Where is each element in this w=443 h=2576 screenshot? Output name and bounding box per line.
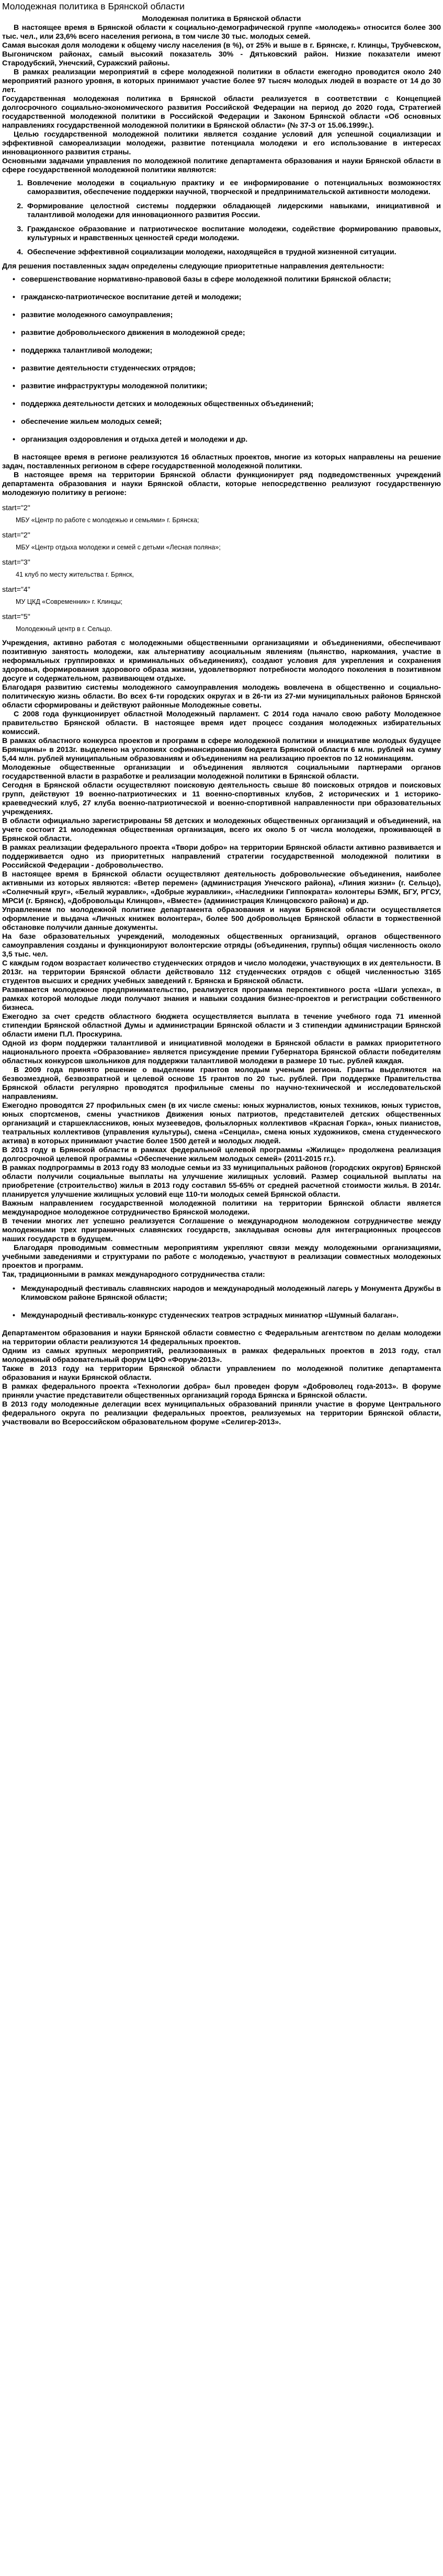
paragraph: В течении многих лет успешно реализуется Соглашение о международном молодежном сотрудничестве между молодежными трех приграничных славянских государств, закладывая основы для интеграционных процессов наших государств в будущем. xyxy=(2,1217,441,1243)
paragraph: В рамках реализации мероприятий в сфере молодежной политики в области ежегодно проводится около 240 мероприятий разного уровня, в которых принимают участие более 97 тысяч молодых людей в возрасте от 14 до 30 лет. xyxy=(2,68,441,94)
tasks-list xyxy=(2,275,441,444)
paragraph: Учреждения, активно работая с молодежными общественными организациями и объединениями, обеспечивают позитивную занятость молодежи, как альтернативу асоциальным явлениям (пьянство, наркомания, участие в неформальных группировках и криминальных объединениях), создают условия для укрепления и сохранения здоровья, формирования здорового образа жизни, удовлетворяют потребности молодого поколения в позитивном досуге и содержательном, развивающем отдыхе. xyxy=(2,639,441,683)
list-marker-text: start="2" xyxy=(2,504,30,512)
page-title: Молодежная политика в Брянской области xyxy=(2,1,185,12)
paragraph: Важным направлением государственной молодежной политики на территории Брянской области является международное молодежное сотрудничество Брянской молодежи. xyxy=(2,1199,441,1217)
list-item: • развитие деятельности студенческих отрядов; xyxy=(13,364,441,373)
institution-item: 41 клуб по месту жительства г. Брянск, xyxy=(16,571,134,578)
paragraph: Целью государственной молодежной политики является создание условий для успешной социализации и эффективной самореализации молодежи, развитие потенциала молодежи и его использование в интересах инновационного развития страны. xyxy=(2,130,441,156)
paragraph: С 2008 года функционирует областной Молодежный парламент. С 2014 года начало свою работу Молодежное правительство Брянской области. В настоящее время идет процесс создания молодежных избирательных комиссий. xyxy=(2,710,441,736)
institution-item: МБУ «Центр отдыха молодежи и семей с детьми «Лесная поляна»; xyxy=(16,544,221,551)
list-item: • Международный фестиваль славянских народов и международный молодежный лагерь у Монумента Дружбы в Климовском районе Брянской области; xyxy=(13,1285,441,1302)
paragraph: Государственная молодежная политика в Брянской области реализуется в соответствии с Концепцией долгосрочного социально-экономического развития Российской Федерации на период до 2020 года, Стратегией государственной молодежной политики в Российской Федерации и Законом Брянской области «Об основных направлениях государственной молодежной политики в Брянской области» (№ 37-З от 15.06.1999г.). xyxy=(2,95,441,130)
list-item: • обеспечение жильем молодых семей; xyxy=(13,418,441,426)
list-item: • гражданско-патриотическое воспитание детей и молодежи; xyxy=(13,293,441,302)
list-item: • поддержка деятельности детских и молодежных общественных объединений; xyxy=(13,400,441,409)
paragraph: С каждым годом возрастает количество студенческих отрядов и число молодежи, участвующих в их деятельности. В 2013г. на территории Брянской области действовало 112 студенческих отрядов с общей численностью 3165 студентов высших и средних учебных заведений г. Брянска и Брянской области. xyxy=(2,959,441,985)
paragraph: Развивается молодежное предпринимательство, реализуется программа перспективного роста «Шаги успеха», в рамках которой молодые люди получают знания и навыки создания бизнес-проектов и регистрации собственного бизнеса. xyxy=(2,986,441,1012)
paragraph: Ежегодно за счет средств областного бюджета осуществляется выплата в течение учебного года 71 именной стипендии Брянской областной Думы и администрации Брянской области и 3 стипендии администрации Брянской области имени П.Л. Проскурина. xyxy=(2,1013,441,1039)
paragraph: В настоящее время в Брянской области к социально-демографической группе «молодежь» относится более 300 тыс. чел., или 23,6% всего населения региона, в том числе 30 тыс. молодых семей. xyxy=(2,24,441,41)
paragraph: В настоящее время в Брянской области осуществляют деятельность добровольческие объединения, наиболее активными из которых являются: «Ветер перемен» (администрация Унечского района), «Линия жизни» (г. Сельцо), «Солнечный круг», «Белый журавлик», «Добрые журавлики», «Наследники Гиппократа» колонтеры БЭМК, БГУ, РГСУ, МРСИ (г. Брянск), «Добровольцы Клинцов», «Вместе» (администрация Клинцовского района) и др. xyxy=(2,870,441,905)
list-item: • поддержка талантливой молодежи; xyxy=(13,346,441,355)
institution-item: МУ ЦКД «Современник» г. Клинцы; xyxy=(16,598,123,605)
paragraph: Одним из самых крупных мероприятий, реализованных в рамках федеральных проектов в 2013 году, стал молодежный образовательный форум ЦФО «Форум-2013». xyxy=(2,1347,441,1364)
paragraph: Так, традиционными в рамках международного сотрудничества стали: xyxy=(2,1270,265,1279)
paragraph: Сегодня в Брянской области осуществляют поисковую деятельность свыше 80 поисковых отрядов и поисковых групп, действуют 19 военно-патриотических и 11 военно-спортивных клубов, 2 исторических и 1 историко-краеведческий клуб, 27 клуба военно-патриотической и военно-спортивной направленности при образовательных учреждениях. xyxy=(2,781,441,816)
directions-list xyxy=(2,179,441,257)
article xyxy=(2,15,441,1427)
paragraph: Молодежные общественные организации и объединения являются социальными партнерами органов государственной власти в разработке и реализации молодежной политики в Брянской области. xyxy=(2,763,441,781)
institution-item: Молодежный центр в г. Сельцо. xyxy=(16,625,112,633)
list-item: 3. Гражданское образование и патриотическое воспитание молодежи, содействие формированию правовых, культурных и нравственных ценностей среди молодежи. xyxy=(25,225,441,243)
closing-section xyxy=(2,1329,441,1427)
paragraph: Благодаря развитию системы молодежного самоуправления молодежь вовлечена в общественно и социально-политическую жизнь области. Во всех 6-ти городских округах и в 26-ти из 27-ми муниципальных районов Брянской области сформированы и действуют районные Молодежные советы. xyxy=(2,683,441,710)
list-item: • развитие добровольческого движения в молодежной среде; xyxy=(13,329,441,338)
list-item: 2. Формирование целостной системы поддержки обладающей лидерскими навыками, инициативной и талантливой молодежи для инновационного развития России. xyxy=(25,202,441,220)
list-marker-text: start="4" xyxy=(2,586,30,594)
paragraph: Департаментом образования и науки Брянской области совместно с Федеральным агентством по делам молодежи на территории области реализуются 14 федеральных проектов. xyxy=(2,1329,441,1346)
institutions-list xyxy=(2,504,441,634)
paragraph: В рамках областного конкурса проектов и программ в сфере молодежной политики и инициативе молодых будущее Брянщины» в 2013г. выделено на условиях софинансирования бюджета Брянской области 6 млн. рублей на сумму 5,44 млн. рублей муниципальным образованиям и объединениям на реализацию проектов по 12 номинациям. xyxy=(2,737,441,763)
paragraph: Ежегодно проводятся 27 профильных смен (в их числе смены: юных журналистов, юных техников, юных туристов, юных спортсменов, смены участников Движения юных патриотов, представителей детских общественных организаций и старшеклассников, юных музееведов, фольклорных коллективов «Красная Горка», юных пианистов, театральных коллективов (управления культуры), смена «Сенцила», смена юных художников, смена студенческого актива) в которых принимают участие более 1500 детей и молодых людей. xyxy=(2,1101,441,1145)
paragraph: Управлением по молодежной политике департамента образования и науки Брянской области осуществляется оформление и выдача «Личных книжек волонтера», более 500 добровольцев Брянской области в торжественной обстановке получили данные документы. xyxy=(2,906,441,932)
paragraph: В рамках федерального проекта «Технологии добра» был проведен форум «Доброволец года-2013». В форуме приняли участие представители общественных организаций города Брянска и Брянской области. xyxy=(2,1382,441,1400)
paragraph: В настоящее время на территории Брянской области функционирует ряд подведомственных учреждений департамента образования и науки Брянской области, которые непосредственно реализуют государственную молодежную политику в регионе: xyxy=(2,471,441,497)
intro-section xyxy=(2,24,441,175)
paragraph: На базе образовательных учреждений, молодежных общественных организаций, органов общественного самоуправления созданы и функционируют волонтерские отряды (объединения, группы) общая численность около 3,5 тыс. чел. xyxy=(2,932,441,959)
list-item: • развитие молодежного самоуправления; xyxy=(13,311,441,320)
paragraph: Благодаря проводимым совместным мероприятиям укрепляют связи между молодежными организациями, учебными заведениями и структурами по работе с молодежью, участвуют в реализации совместных молодежных проектов и программ. xyxy=(2,1244,441,1270)
body-section xyxy=(2,639,441,1279)
list-marker-text: start="5" xyxy=(2,613,30,621)
article-heading: Молодежная политика в Брянской области xyxy=(142,15,301,23)
paragraph: Основными задачами управления по молодежной политике департамента образования и науки Брянской области в сфере государственной молодежной политики являются: xyxy=(2,157,441,174)
paragraph: В 2009 года принято решение о выделении грантов молодым ученым региона. Гранты выделяются на безвозмездной, безвозвратной и целевой основе 15 грантов по 20 тыс. рублей. При поддержке Правительства Брянской области регулярно проводятся профильные смены по научно-технической и исследовательской направлениям. xyxy=(2,1066,441,1101)
paragraph: В настоящее время в регионе реализуются 16 областных проектов, многие из которых направлены на решение задач, поставленных регионом в сфере государственной молодежной политики. xyxy=(2,453,441,470)
list-item: • совершенствование нормативно-правовой базы в сфере молодежной политики Брянской области; xyxy=(13,275,441,284)
paragraph: В 2013 году молодежные делегации всех муниципальных образований приняли участие в форуме Центрального федерального округа по реализации федеральных проектов, реализуемых на территории Брянской области, участвовали во Всероссийском образовательном форуме «Селигер-2013». xyxy=(2,1400,441,1426)
paragraph: В 2013 году в Брянской области в рамках федеральной целевой программы «Жилище» продолжена реализация долгосрочной целевой программы «Обеспечение жильем молодых семей» (2011-2015 гг.). xyxy=(2,1146,441,1163)
list-marker-text: start="3" xyxy=(2,558,30,567)
institution-item: МБУ «Центр по работе с молодежью и семьями» г. Брянска; xyxy=(16,516,199,524)
tasks-lead: Для решения поставленных задач определены следующие приоритетные направления деятельности: xyxy=(2,262,384,271)
list-item: 1. Вовлечение молодежи в социальную практику и ее информирование о потенциальных возможностях саморазвития, обеспечение поддержки научной, творческой и предпринимательской активности молодежи. xyxy=(25,179,441,197)
list-marker-text: start="2" xyxy=(2,531,30,539)
list-item: 4. Обеспечение эффективной социализации молодежи, находящейся в трудной жизненной ситуации. xyxy=(25,248,441,257)
paragraph: В рамках реализации федерального проекта «Твори добро» на территории Брянской области активно развивается и поддерживается одно из приоритетных направлений стратегии государственной молодежной политики в Российской Федерации - добровольчество. xyxy=(2,843,441,870)
paragraph: Одной из форм поддержки талантливой и инициативной молодежи в Брянской области в рамках приоритетного национального проекта «Образование» является присуждение премии Губернатора Брянской области победителям областных конкурсов школьников для поддержки талантливой молодежи в размере 10 тыс. рублей каждая. xyxy=(2,1039,441,1065)
list-item: • развитие инфраструктуры молодежной политики; xyxy=(13,382,441,391)
list-item: • организация оздоровления и отдыха детей и молодежи и др. xyxy=(13,435,441,444)
festivals-list xyxy=(2,1285,441,1320)
paragraph: Также в 2013 году на территории Брянской области управлением по молодежной политике департамента образования и науки Брянской области. xyxy=(2,1365,441,1382)
paragraph: В области официально зарегистрированы 58 детских и молодежных общественных организаций и объединений, на учете состоит 21 молодежная общественная организация, всего их около 5 от числа молодежи, проживающей в Брянской области. xyxy=(2,817,441,843)
paragraph: Самая высокая доля молодежи к общему числу населения (в %), от 25% и выше в г. Брянске, г. Клинцы, Трубчевском, Выгоничском районах, самый высокий показатель 30% - Дятьковский район. Низкие показатели имеют Стародубский, Унечский, Суражский районы. xyxy=(2,41,441,68)
list-item: • Международный фестиваль-конкурс студенческих театров эстрадных миниатюр «Шумный балаган». xyxy=(13,1311,441,1320)
paragraph: В рамках подпрограммы в 2013 году 83 молодые семьи из 33 муниципальных районов (городских округов) Брянской области получили социальные выплаты на улучшение жилищных условий. Размер социальной выплаты на приобретение (строительство) жилья в 2013 году составил 55-65% от средней расчетной стоимости жилья. В 2014г. планируется улучшение жилищных условий еще 110-ти молодых семей Брянской области. xyxy=(2,1164,441,1199)
